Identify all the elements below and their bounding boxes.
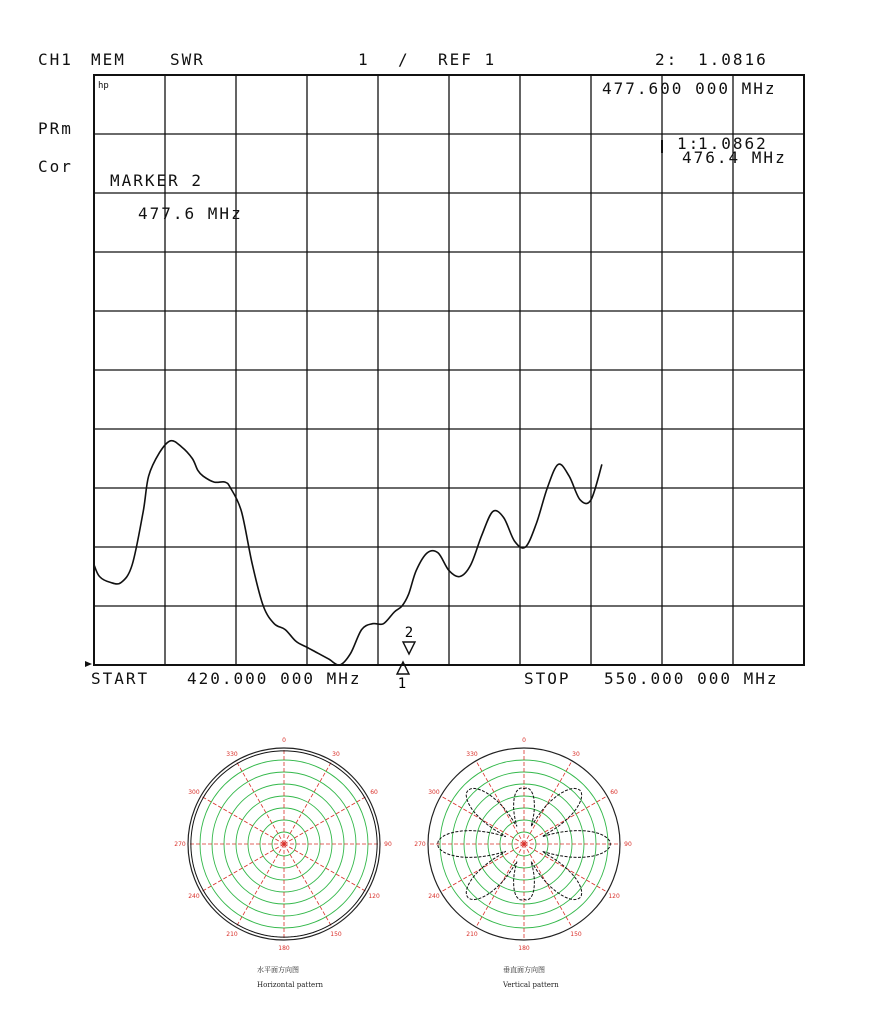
stop-value: 550.000 000 MHz xyxy=(604,669,779,688)
start-value: 420.000 000 MHz xyxy=(187,669,362,688)
polar-angle-label: 90 xyxy=(624,841,632,848)
marker-title: MARKER 2 xyxy=(110,171,204,190)
polar-angle-label: 270 xyxy=(414,841,426,848)
marker-2-number: 2 xyxy=(404,625,414,641)
active-marker-value: 1.0816 xyxy=(698,50,768,69)
polar-angle-label: 210 xyxy=(226,931,238,939)
polar-angle-label: 180 xyxy=(278,945,290,952)
chart-grid xyxy=(94,75,804,665)
polar-angle-label: 60 xyxy=(370,789,378,796)
marker1-value: 1.0862 xyxy=(698,134,768,153)
polar-angle-label: 240 xyxy=(428,893,440,900)
marker1-label: 1: xyxy=(677,134,701,153)
scale-label: 1 xyxy=(358,50,370,69)
polar-angle-label: 60 xyxy=(610,789,618,796)
scale-slash: / xyxy=(398,50,410,69)
swr-trace xyxy=(94,441,602,665)
vertical-pattern-chart xyxy=(404,732,644,962)
polar-angle-label: 270 xyxy=(174,841,186,848)
polar-angle-label: 120 xyxy=(608,893,620,900)
marker-freq-readout: 477.600 000 MHz xyxy=(602,79,777,98)
ref-position-arrow xyxy=(85,661,92,667)
vertical-caption-en: Vertical pattern xyxy=(503,981,559,989)
polar-angle-label: 300 xyxy=(188,789,200,796)
polar-angle-label: 90 xyxy=(384,841,392,848)
polar-angle-label: 150 xyxy=(570,931,582,939)
polar-angle-label: 300 xyxy=(428,789,440,796)
polar-spoke xyxy=(284,796,367,844)
vertical-polar-grid xyxy=(428,748,620,940)
horizontal-pattern-chart xyxy=(164,732,404,962)
format-label: SWR xyxy=(170,50,205,69)
mem-label: MEM xyxy=(91,50,126,69)
polar-spoke xyxy=(284,844,367,892)
polar-angle-label: 150 xyxy=(330,931,342,939)
polar-angle-label: 330 xyxy=(226,750,238,758)
prm-label: PRm xyxy=(38,119,73,138)
marker-2-symbol xyxy=(403,642,415,654)
polar-angle-label: 330 xyxy=(466,750,478,758)
horizontal-caption-en: Horizontal pattern xyxy=(257,981,324,989)
polar-angle-label: 30 xyxy=(332,750,340,758)
horizontal-polar-grid xyxy=(188,748,380,940)
stop-label: STOP xyxy=(524,669,571,688)
hp-logo: hp xyxy=(98,81,109,91)
marker1-freq: 476.4 MHz xyxy=(682,148,787,167)
marker-1-symbol xyxy=(397,662,409,674)
channel-label: CH1 xyxy=(38,50,73,69)
polar-angle-label: 0 xyxy=(522,737,526,744)
polar-angle-label: 210 xyxy=(466,931,478,939)
active-marker-label: 2: xyxy=(655,50,679,69)
polar-spoke xyxy=(236,844,284,927)
vertical-caption-cn: 垂直面方向图 xyxy=(503,966,545,974)
polar-spoke xyxy=(284,844,332,927)
polar-angle-label: 0 xyxy=(282,737,286,744)
polar-angle-label: 120 xyxy=(368,893,380,900)
marker-1-number: 1 xyxy=(397,676,407,692)
ref-label: REF 1 xyxy=(438,50,497,69)
polar-angle-label: 240 xyxy=(188,893,200,900)
horizontal-caption-cn: 水平面方向图 xyxy=(257,966,299,974)
marker-title-freq: 477.6 MHz xyxy=(138,204,243,223)
polar-angle-label: 30 xyxy=(572,750,580,758)
polar-angle-label: 180 xyxy=(518,945,530,952)
start-label: START xyxy=(91,669,150,688)
cor-label: Cor xyxy=(38,157,73,176)
